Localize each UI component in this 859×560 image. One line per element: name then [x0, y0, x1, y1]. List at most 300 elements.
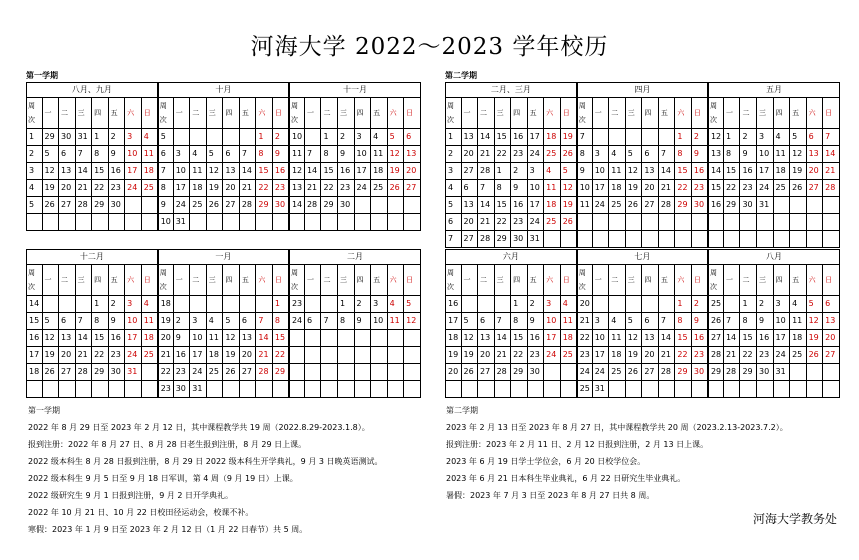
weekday-header: 四 — [511, 98, 528, 129]
day-cell: 21 — [75, 180, 92, 197]
day-cell: 14 — [658, 330, 675, 347]
note-line: 寒假：2023 年 1 月 9 日至 2023 年 2 月 12 日（1 月 22 日春节）共 5 周。 — [28, 525, 308, 534]
day-cell — [239, 129, 256, 146]
day-cell — [59, 381, 76, 398]
day-cell: 30 — [757, 364, 774, 381]
day-cell: 18 — [544, 129, 561, 146]
day-cell: 14 — [75, 163, 92, 180]
calendar-sem1-block1 — [26, 82, 421, 231]
day-cell — [371, 347, 388, 364]
day-cell — [790, 381, 807, 398]
day-cell — [173, 296, 190, 313]
day-cell: 30 — [511, 231, 528, 248]
day-cell: 14 — [478, 197, 495, 214]
day-cell — [609, 381, 626, 398]
day-cell: 30 — [691, 197, 708, 214]
day-cell: 11 — [141, 146, 158, 163]
week-number: 18 — [446, 330, 462, 347]
month-name: 十二月 — [27, 250, 158, 265]
week-row — [27, 364, 421, 381]
day-cell: 28 — [723, 364, 740, 381]
day-cell: 8 — [321, 146, 338, 163]
week-number: 18 — [27, 364, 43, 381]
week-number: 17 — [446, 313, 462, 330]
day-cell: 1 — [494, 163, 511, 180]
day-cell: 10 — [592, 163, 609, 180]
day-cell: 14 — [723, 330, 740, 347]
month-name: 七月 — [577, 250, 708, 265]
day-cell — [757, 214, 774, 231]
day-cell: 27 — [642, 197, 659, 214]
weekday-header: 六 — [387, 98, 404, 129]
week-row — [446, 129, 840, 146]
day-cell — [75, 214, 92, 231]
day-cell — [371, 330, 388, 347]
day-cell: 17 — [125, 163, 142, 180]
day-cell — [560, 381, 577, 398]
day-cell: 19 — [461, 347, 478, 364]
day-cell: 11 — [190, 163, 207, 180]
day-cell: 6 — [642, 313, 659, 330]
week-number-header: 周次 — [708, 98, 724, 129]
day-cell — [404, 381, 421, 398]
weekday-header: 四 — [642, 265, 659, 296]
day-cell — [773, 197, 790, 214]
day-cell: 26 — [42, 197, 59, 214]
day-cell: 21 — [478, 146, 495, 163]
week-number — [577, 231, 593, 248]
day-cell: 18 — [206, 347, 223, 364]
day-cell: 21 — [478, 214, 495, 231]
day-cell: 26 — [806, 347, 823, 364]
week-number: 1 — [27, 129, 43, 146]
day-cell: 28 — [823, 180, 840, 197]
day-cell: 8 — [256, 146, 273, 163]
day-cell — [723, 381, 740, 398]
day-cell: 16 — [173, 347, 190, 364]
day-cell: 28 — [75, 197, 92, 214]
day-cell — [609, 231, 626, 248]
day-cell — [658, 381, 675, 398]
day-cell: 16 — [108, 163, 125, 180]
week-number: 23 — [577, 347, 593, 364]
semester-2-label: 第二学期 — [445, 71, 477, 80]
week-row — [446, 180, 840, 197]
week-row — [446, 231, 840, 248]
week-number — [577, 214, 593, 231]
week-row — [446, 330, 840, 347]
day-cell: 28 — [239, 197, 256, 214]
day-cell — [609, 129, 626, 146]
day-cell: 24 — [757, 180, 774, 197]
week-number-header: 周次 — [158, 98, 174, 129]
day-cell: 16 — [691, 163, 708, 180]
day-cell: 11 — [609, 330, 626, 347]
week-number-header: 周次 — [708, 265, 724, 296]
day-cell: 27 — [239, 364, 256, 381]
week-number: 29 — [708, 364, 724, 381]
weekday-header: 二 — [609, 98, 626, 129]
day-cell: 31 — [757, 197, 774, 214]
day-cell: 4 — [560, 296, 577, 313]
day-cell: 16 — [338, 163, 355, 180]
day-cell: 11 — [206, 330, 223, 347]
day-cell: 22 — [92, 180, 109, 197]
day-cell — [723, 296, 740, 313]
day-cell: 5 — [42, 146, 59, 163]
day-cell: 27 — [806, 180, 823, 197]
day-cell: 5 — [404, 296, 421, 313]
day-cell — [354, 381, 371, 398]
day-cell: 27 — [642, 364, 659, 381]
week-number: 9 — [158, 197, 174, 214]
day-cell: 1 — [740, 296, 757, 313]
week-row — [446, 381, 840, 398]
weekday-header: 五 — [790, 265, 807, 296]
day-cell: 7 — [823, 129, 840, 146]
week-row — [27, 197, 421, 214]
day-cell: 21 — [658, 347, 675, 364]
day-cell: 9 — [527, 313, 544, 330]
day-cell: 23 — [691, 347, 708, 364]
day-cell: 20 — [806, 163, 823, 180]
day-cell: 29 — [256, 197, 273, 214]
day-cell — [461, 381, 478, 398]
day-cell: 1 — [675, 296, 692, 313]
day-cell: 9 — [338, 146, 355, 163]
day-cell: 23 — [527, 347, 544, 364]
day-cell — [206, 129, 223, 146]
day-cell: 9 — [691, 146, 708, 163]
day-cell — [642, 381, 659, 398]
day-cell: 30 — [740, 197, 757, 214]
day-cell: 23 — [691, 180, 708, 197]
month-name: 二月 — [289, 250, 421, 265]
day-cell: 10 — [354, 146, 371, 163]
week-row — [27, 313, 421, 330]
day-cell — [723, 214, 740, 231]
day-cell — [75, 296, 92, 313]
day-cell — [92, 381, 109, 398]
day-cell: 11 — [609, 163, 626, 180]
day-cell: 5 — [387, 129, 404, 146]
day-cell: 3 — [125, 296, 142, 313]
day-cell: 2 — [511, 163, 528, 180]
day-cell: 26 — [42, 364, 59, 381]
note-line: 报到注册：2023 年 2 月 11 日、2 月 12 日报到注册，2 月 13 日上课。 — [446, 440, 709, 449]
day-cell: 25 — [544, 214, 561, 231]
day-cell: 29 — [92, 364, 109, 381]
day-cell — [387, 347, 404, 364]
weekday-header: 二 — [59, 98, 76, 129]
day-cell: 18 — [544, 197, 561, 214]
day-cell: 7 — [239, 146, 256, 163]
day-cell — [823, 364, 840, 381]
weekday-header: 三 — [757, 265, 774, 296]
day-cell: 24 — [173, 197, 190, 214]
day-cell: 26 — [790, 180, 807, 197]
day-cell: 27 — [59, 364, 76, 381]
day-cell: 24 — [125, 347, 142, 364]
day-cell — [461, 296, 478, 313]
day-cell — [625, 214, 642, 231]
day-cell — [592, 214, 609, 231]
day-cell: 16 — [757, 330, 774, 347]
day-cell: 15 — [675, 330, 692, 347]
week-number: 7 — [158, 163, 174, 180]
day-cell: 29 — [511, 364, 528, 381]
day-cell: 11 — [141, 313, 158, 330]
day-cell: 2 — [740, 129, 757, 146]
day-cell — [806, 364, 823, 381]
day-cell — [675, 214, 692, 231]
weekday-header: 六 — [675, 98, 692, 129]
day-cell: 22 — [256, 180, 273, 197]
day-cell: 18 — [790, 330, 807, 347]
day-cell: 24 — [527, 214, 544, 231]
day-cell: 10 — [527, 180, 544, 197]
day-cell: 20 — [461, 146, 478, 163]
day-cell: 2 — [173, 313, 190, 330]
weekday-header: 六 — [675, 265, 692, 296]
day-cell: 17 — [592, 347, 609, 364]
day-cell: 1 — [723, 129, 740, 146]
weekday-header: 三 — [494, 98, 511, 129]
day-cell: 6 — [304, 313, 321, 330]
day-cell — [740, 381, 757, 398]
weekday-header: 五 — [239, 265, 256, 296]
day-cell: 20 — [223, 180, 240, 197]
weekday-header-row — [27, 98, 421, 129]
day-cell — [592, 296, 609, 313]
day-cell: 28 — [256, 364, 273, 381]
day-cell: 17 — [173, 180, 190, 197]
weekday-header: 三 — [625, 265, 642, 296]
day-cell: 30 — [59, 129, 76, 146]
day-cell: 7 — [658, 146, 675, 163]
week-number: 4 — [27, 180, 43, 197]
day-cell — [338, 214, 355, 231]
week-number: 23 — [158, 381, 174, 398]
day-cell: 3 — [371, 296, 388, 313]
day-cell — [773, 214, 790, 231]
day-cell — [321, 364, 338, 381]
day-cell: 18 — [609, 347, 626, 364]
day-cell: 9 — [757, 313, 774, 330]
day-cell — [354, 330, 371, 347]
day-cell: 25 — [141, 347, 158, 364]
day-cell: 13 — [642, 163, 659, 180]
week-number: 6 — [446, 214, 462, 231]
week-number: 17 — [27, 347, 43, 364]
day-cell: 1 — [256, 129, 273, 146]
day-cell — [354, 347, 371, 364]
day-cell: 25 — [790, 347, 807, 364]
week-number: 27 — [708, 330, 724, 347]
day-cell — [675, 381, 692, 398]
weekday-header: 五 — [371, 98, 388, 129]
day-cell: 19 — [560, 197, 577, 214]
day-cell: 20 — [478, 347, 495, 364]
day-cell — [387, 197, 404, 214]
weekday-header: 二 — [740, 265, 757, 296]
day-cell: 2 — [354, 296, 371, 313]
calendar-sem2-block2 — [445, 249, 840, 398]
day-cell: 9 — [354, 313, 371, 330]
day-cell: 11 — [560, 313, 577, 330]
day-cell: 20 — [59, 347, 76, 364]
weekday-header: 四 — [92, 98, 109, 129]
weekday-header: 日 — [141, 98, 158, 129]
weekday-header: 一 — [304, 265, 321, 296]
day-cell: 13 — [478, 330, 495, 347]
day-cell: 26 — [625, 197, 642, 214]
day-cell: 9 — [272, 146, 289, 163]
week-row — [27, 146, 421, 163]
day-cell: 27 — [223, 197, 240, 214]
day-cell — [42, 296, 59, 313]
day-cell: 30 — [338, 197, 355, 214]
day-cell — [592, 231, 609, 248]
note-line: 暑假：2023 年 7 月 3 日至 2023 年 8 月 27 日共 8 周。 — [446, 491, 655, 500]
weekday-header: 三 — [338, 265, 355, 296]
week-number: 14 — [708, 163, 724, 180]
day-cell: 8 — [272, 313, 289, 330]
day-cell: 12 — [461, 330, 478, 347]
week-number: 3 — [446, 163, 462, 180]
day-cell: 23 — [757, 347, 774, 364]
day-cell — [206, 296, 223, 313]
day-cell: 22 — [675, 347, 692, 364]
day-cell: 14 — [478, 129, 495, 146]
day-cell: 14 — [658, 163, 675, 180]
day-cell: 26 — [206, 197, 223, 214]
week-number-header: 周次 — [446, 265, 462, 296]
day-cell: 12 — [387, 146, 404, 163]
day-cell: 13 — [59, 163, 76, 180]
note-line: 2022 年 8 月 29 日至 2023 年 2 月 12 日，其中课程教学共 19 周（2022.8.29-2023.1.8）。 — [28, 423, 370, 432]
day-cell: 7 — [658, 313, 675, 330]
week-row — [27, 347, 421, 364]
day-cell — [371, 197, 388, 214]
day-cell — [609, 296, 626, 313]
day-cell: 7 — [478, 180, 495, 197]
month-name: 四月 — [577, 83, 708, 98]
week-row — [27, 330, 421, 347]
day-cell — [141, 381, 158, 398]
day-cell: 11 — [387, 313, 404, 330]
day-cell: 19 — [625, 347, 642, 364]
day-cell — [387, 330, 404, 347]
day-cell: 11 — [773, 146, 790, 163]
day-cell: 21 — [75, 347, 92, 364]
week-row — [27, 214, 421, 231]
day-cell: 25 — [371, 180, 388, 197]
day-cell — [740, 231, 757, 248]
day-cell: 30 — [173, 381, 190, 398]
day-cell: 25 — [544, 146, 561, 163]
signature: 河海大学教务处 — [752, 512, 837, 526]
day-cell: 5 — [206, 146, 223, 163]
day-cell: 28 — [658, 197, 675, 214]
day-cell — [404, 364, 421, 381]
day-cell: 3 — [773, 296, 790, 313]
day-cell: 5 — [806, 296, 823, 313]
day-cell — [321, 381, 338, 398]
day-cell — [354, 214, 371, 231]
day-cell — [478, 296, 495, 313]
day-cell: 13 — [59, 330, 76, 347]
day-cell: 2 — [108, 296, 125, 313]
day-cell — [823, 214, 840, 231]
day-cell: 24 — [592, 197, 609, 214]
day-cell — [642, 129, 659, 146]
day-cell: 4 — [387, 296, 404, 313]
day-cell: 31 — [592, 381, 609, 398]
weekday-header: 六 — [256, 265, 273, 296]
day-cell: 23 — [108, 180, 125, 197]
day-cell: 29 — [675, 364, 692, 381]
week-number — [27, 381, 43, 398]
week-number: 9 — [577, 163, 593, 180]
week-number — [289, 364, 305, 381]
weekday-header: 日 — [272, 265, 289, 296]
day-cell — [239, 381, 256, 398]
day-cell: 1 — [675, 129, 692, 146]
day-cell: 22 — [272, 347, 289, 364]
day-cell — [823, 381, 840, 398]
day-cell — [223, 129, 240, 146]
weekday-header: 一 — [173, 265, 190, 296]
weekday-header: 三 — [206, 265, 223, 296]
day-cell: 30 — [108, 197, 125, 214]
day-cell: 16 — [108, 330, 125, 347]
weekday-header: 三 — [206, 98, 223, 129]
week-row — [27, 296, 421, 313]
week-row — [27, 163, 421, 180]
day-cell: 13 — [461, 129, 478, 146]
day-cell — [321, 296, 338, 313]
week-number — [708, 214, 724, 231]
day-cell: 31 — [190, 381, 207, 398]
day-cell: 5 — [790, 129, 807, 146]
day-cell — [371, 364, 388, 381]
day-cell: 3 — [544, 296, 561, 313]
day-cell — [404, 330, 421, 347]
day-cell — [740, 214, 757, 231]
weekday-header: 五 — [108, 265, 125, 296]
day-cell: 4 — [790, 296, 807, 313]
day-cell: 12 — [223, 330, 240, 347]
weekday-header: 五 — [790, 98, 807, 129]
day-cell: 17 — [190, 347, 207, 364]
day-cell: 17 — [527, 197, 544, 214]
day-cell: 22 — [494, 214, 511, 231]
day-cell — [338, 347, 355, 364]
week-number: 23 — [289, 296, 305, 313]
day-cell: 20 — [239, 347, 256, 364]
day-cell — [494, 296, 511, 313]
day-cell: 6 — [642, 146, 659, 163]
day-cell: 4 — [141, 296, 158, 313]
weekday-header: 二 — [478, 265, 495, 296]
day-cell: 18 — [371, 163, 388, 180]
day-cell: 10 — [544, 313, 561, 330]
day-cell — [272, 381, 289, 398]
weekday-header: 四 — [354, 265, 371, 296]
note-line: 报到注册：2022 年 8 月 27 日、8 月 28 日老生报到注册，8 月 29 日上课。 — [28, 440, 307, 449]
day-cell: 15 — [511, 330, 528, 347]
